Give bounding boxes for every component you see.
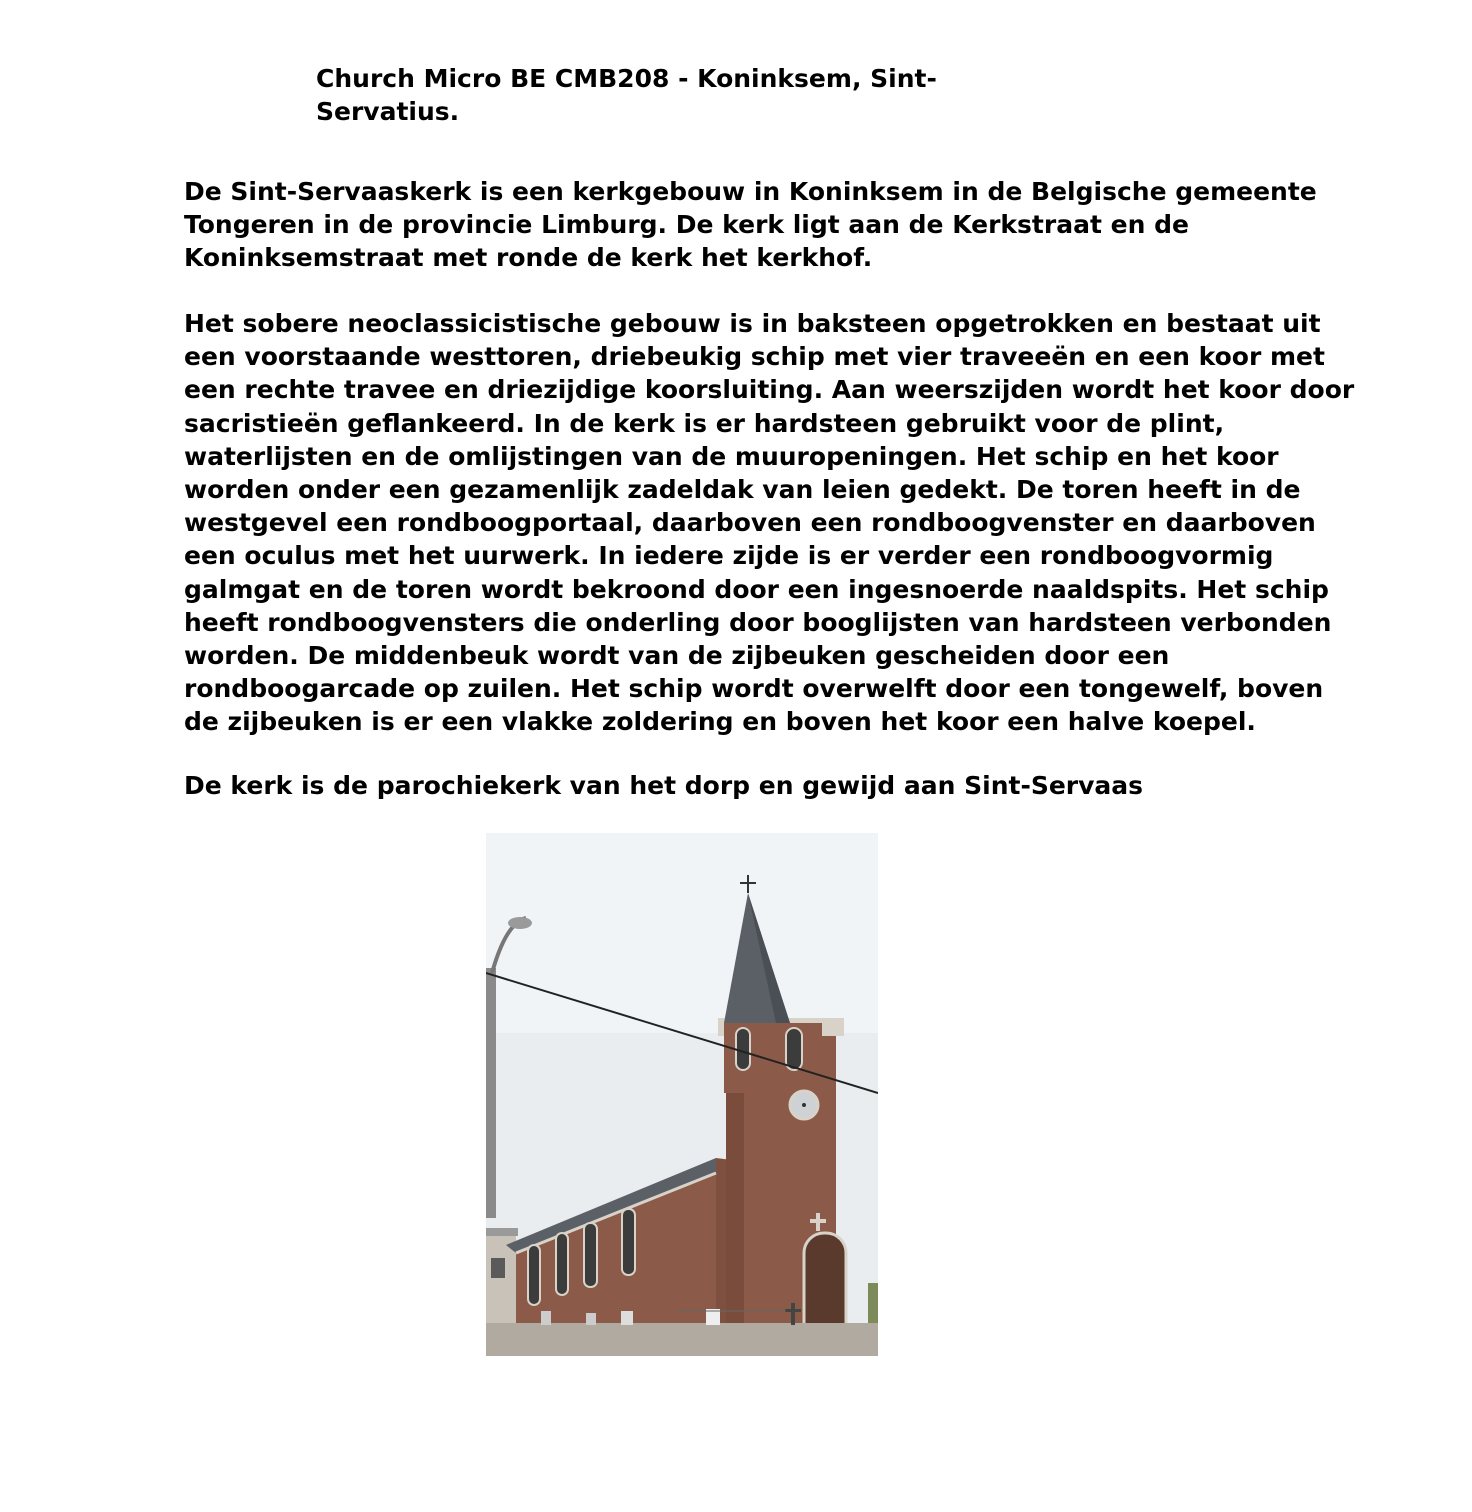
paragraph-architecture: Het sobere neoclassicistische gebouw is in baksteen opgetrokken en bestaat uit een voorstaande westtoren, driebeukig schip met vier traveeën en een koor met een rechte travee en driezijdige koorsluiting. Aan weerszijden wordt het koor door sacristieën geflankeerd. In de kerk is er hardsteen gebruikt voor de plint, waterlijsten en de omlijstingen van de muuropeningen. Het schip en het koor worden onder een gezamenlijk zadeldak van leien gedekt. De toren heeft in de westgevel een rondboogportaal, daarboven een rondboogvenster en daarboven een oculus met het uurwerk. In iedere zijde is er verder een rondboogvormig galmgat en de toren wordt bekroond door een ingesnoerde naaldspits. Het schip heeft rondboogvensters die onderling door booglijsten van hardsteen verbonden worden. De middenbeuk wordt van de zijbeuken gescheiden door een rondboogarcade op zuilen. Het schip wordt overwelft door een tongewelf, boven de zijbeuken is er een vlakke zoldering en boven het koor een halve koepel.: [184, 309, 1355, 737]
page-title: Church Micro BE CMB208 - Koninksem, Sint-Servatius.: [316, 64, 937, 126]
church-photo: [486, 833, 878, 1356]
paragraph-intro: De Sint-Servaaskerk is een kerkgebouw in Koninksem in de Belgische gemeente Tongeren in de provincie Limburg. De kerk ligt aan de Kerkstraat en de Koninksemstraat met ronde de kerk het kerkhof.: [184, 177, 1317, 273]
paragraph-dedication: De kerk is de parochiekerk van het dorp en gewijd aan Sint-Servaas: [184, 771, 1144, 800]
church-illustration: [486, 833, 878, 1356]
